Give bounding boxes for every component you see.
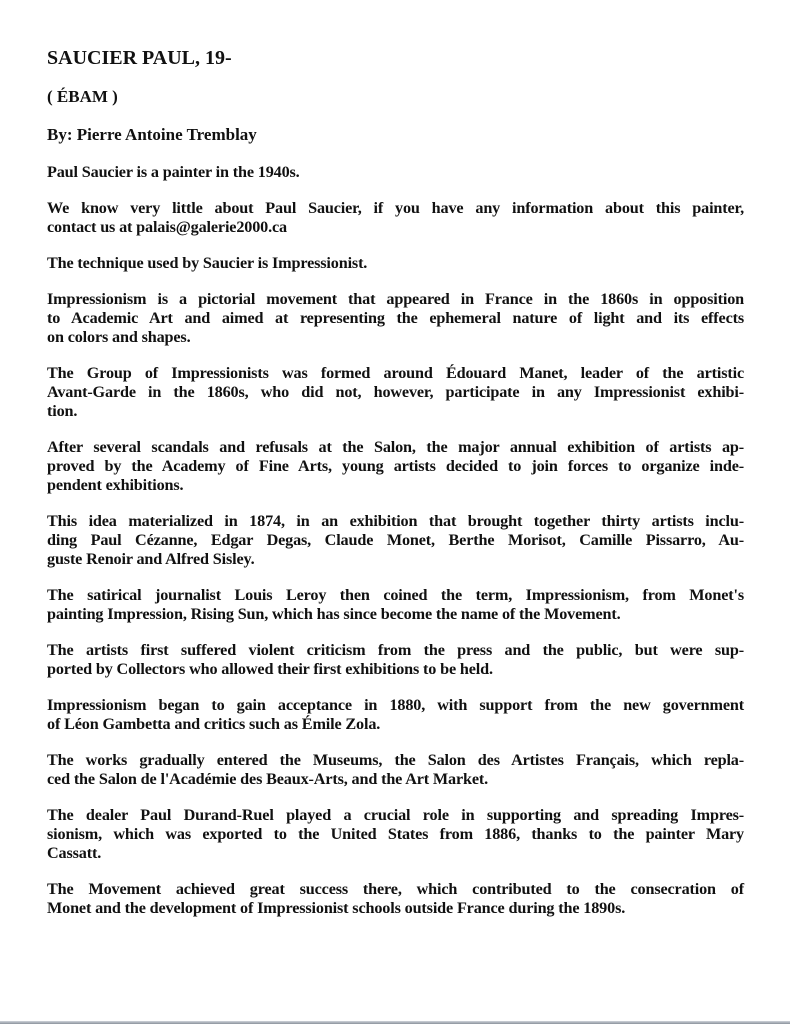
paragraph [47, 199, 744, 237]
paragraph-line: This idea materialized in 1874, in an exhibition that brought together thirty artists inclu- [47, 512, 744, 530]
paragraph [47, 586, 744, 624]
paragraph [47, 696, 744, 734]
document-page [47, 46, 744, 935]
paragraph [47, 806, 744, 863]
paragraph-line: tion. [47, 402, 78, 420]
paragraph-line: Impressionism began to gain acceptance in 1880, with support from the new government [47, 696, 744, 714]
paragraph-line: ced the Salon de l'Académie des Beaux-Arts, and the Art Market. [47, 770, 489, 788]
paragraph [47, 163, 744, 182]
paragraph-line: The technique used by Saucier is Impressionist. [47, 254, 368, 272]
paragraph [47, 641, 744, 679]
paragraph-line: of Léon Gambetta and critics such as Émile Zola. [47, 715, 381, 733]
paragraph-line: on colors and shapes. [47, 328, 191, 346]
document-body [47, 163, 744, 918]
paragraph-line: painting Impression, Rising Sun, which has since become the name of the Movement. [47, 605, 621, 623]
paragraph-line: Cassatt. [47, 844, 102, 862]
paragraph [47, 880, 744, 918]
document-author: By: Pierre Antoine Tremblay [47, 125, 257, 144]
paragraph [47, 438, 744, 495]
document-source: ( ÉBAM ) [47, 87, 118, 106]
paragraph-line: The Movement achieved great success there, which contributed to the consecration of [47, 880, 744, 898]
paragraph-line: Paul Saucier is a painter in the 1940s. [47, 163, 300, 181]
paragraph-line: The Group of Impressionists was formed around Édouard Manet, leader of the artistic [47, 364, 744, 382]
paragraph [47, 254, 744, 273]
paragraph-line: After several scandals and refusals at the Salon, the major annual exhibition of artists ap- [47, 438, 744, 456]
paragraph-line: proved by the Academy of Fine Arts, young artists decided to join forces to organize inde- [47, 457, 744, 475]
paragraph [47, 751, 744, 789]
paragraph-line: ported by Collectors who allowed their first exhibitions to be held. [47, 660, 493, 678]
paragraph-line: Monet and the development of Impressionist schools outside France during the 1890s. [47, 899, 626, 917]
paragraph-line: pendent exhibitions. [47, 476, 184, 494]
paragraph-line: Impressionism is a pictorial movement that appeared in France in the 1860s in opposition [47, 290, 744, 308]
paragraph-line: The dealer Paul Durand-Ruel played a crucial role in supporting and spreading Impres- [47, 806, 744, 824]
paragraph [47, 364, 744, 421]
paragraph-line: The artists first suffered violent criticism from the press and the public, but were sup- [47, 641, 744, 659]
paragraph-line: Avant-Garde in the 1860s, who did not, however, participate in any Impressionist exhibi- [47, 383, 744, 401]
paragraph-line: guste Renoir and Alfred Sisley. [47, 550, 255, 568]
paragraph-line: The satirical journalist Louis Leroy then coined the term, Impressionism, from Monet's [47, 586, 744, 604]
document-title: SAUCIER PAUL, 19- [47, 47, 232, 69]
paragraph-line: The works gradually entered the Museums, the Salon des Artistes Français, which repla- [47, 751, 744, 769]
paragraph-line: to Academic Art and aimed at representing the ephemeral nature of light and its effects [47, 309, 744, 327]
paragraph-line: sionism, which was exported to the United States from 1886, thanks to the painter Mary [47, 825, 744, 843]
paragraph [47, 512, 744, 569]
paragraph-line: contact us at palais@galerie2000.ca [47, 218, 287, 236]
paragraph [47, 290, 744, 347]
paragraph-line: We know very little about Paul Saucier, if you have any information about this painter, [47, 199, 744, 217]
paragraph-line: ding Paul Cézanne, Edgar Degas, Claude Monet, Berthe Morisot, Camille Pissarro, Au- [47, 531, 744, 549]
